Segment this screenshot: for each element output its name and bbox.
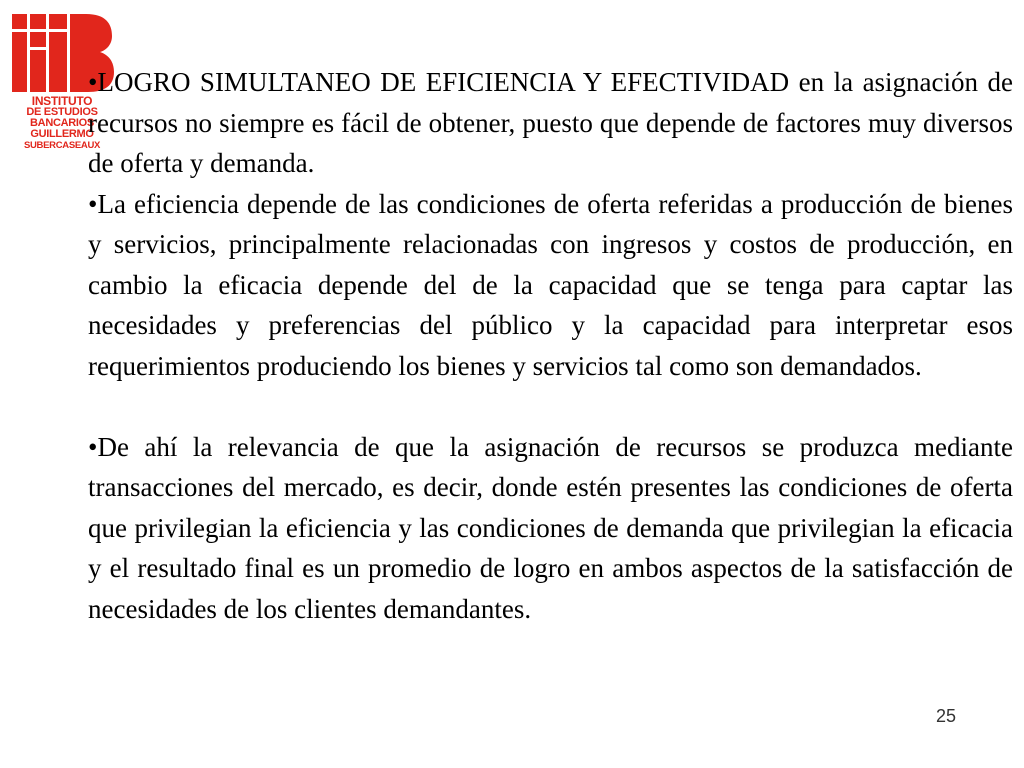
- paragraph-eficiencia: •La eficiencia depende de las condiciones de oferta referidas a producción de bienes y servicios, principalmente relacionadas con ingresos y costos de producción, en cambio la eficacia depende del de la capacidad que se tenga para captar las necesidades y preferencias del público y la capacidad para interpretar esos requerimientos produciendo los bienes y servicios tal como son demandados.: [88, 188, 1013, 381]
- paragraph-relevancia: •De ahí la relevancia de que la asignación de recursos se produzca mediante transacciones del mercado, es decir, donde estén presentes las condiciones de oferta que privilegian la eficiencia y las condiciones de demanda que privilegian la eficacia y el resultado final es un promedio de logro en ambos aspectos de la satisfacción de necesidades de los clientes demandantes.: [88, 431, 1013, 624]
- logo-line: GUILLERMO: [30, 128, 94, 140]
- page-number: 25: [936, 706, 957, 726]
- logo-line: BANCARIOS: [30, 117, 94, 129]
- logo-line: DE ESTUDIOS: [26, 106, 98, 118]
- logo-line: INSTITUTO: [31, 94, 93, 108]
- slide-body: [88, 62, 1013, 629]
- paragraph-logro: •LOGRO SIMULTANEO DE EFICIENCIA Y EFECTIVIDAD en la asignación de recursos no siempre es fácil de obtener, puesto que depende de factores muy diversos de oferta y demanda.: [88, 67, 1013, 178]
- logo-line: SUBERCASEAUX: [23, 140, 101, 151]
- paragraph-spacer: [88, 386, 1013, 427]
